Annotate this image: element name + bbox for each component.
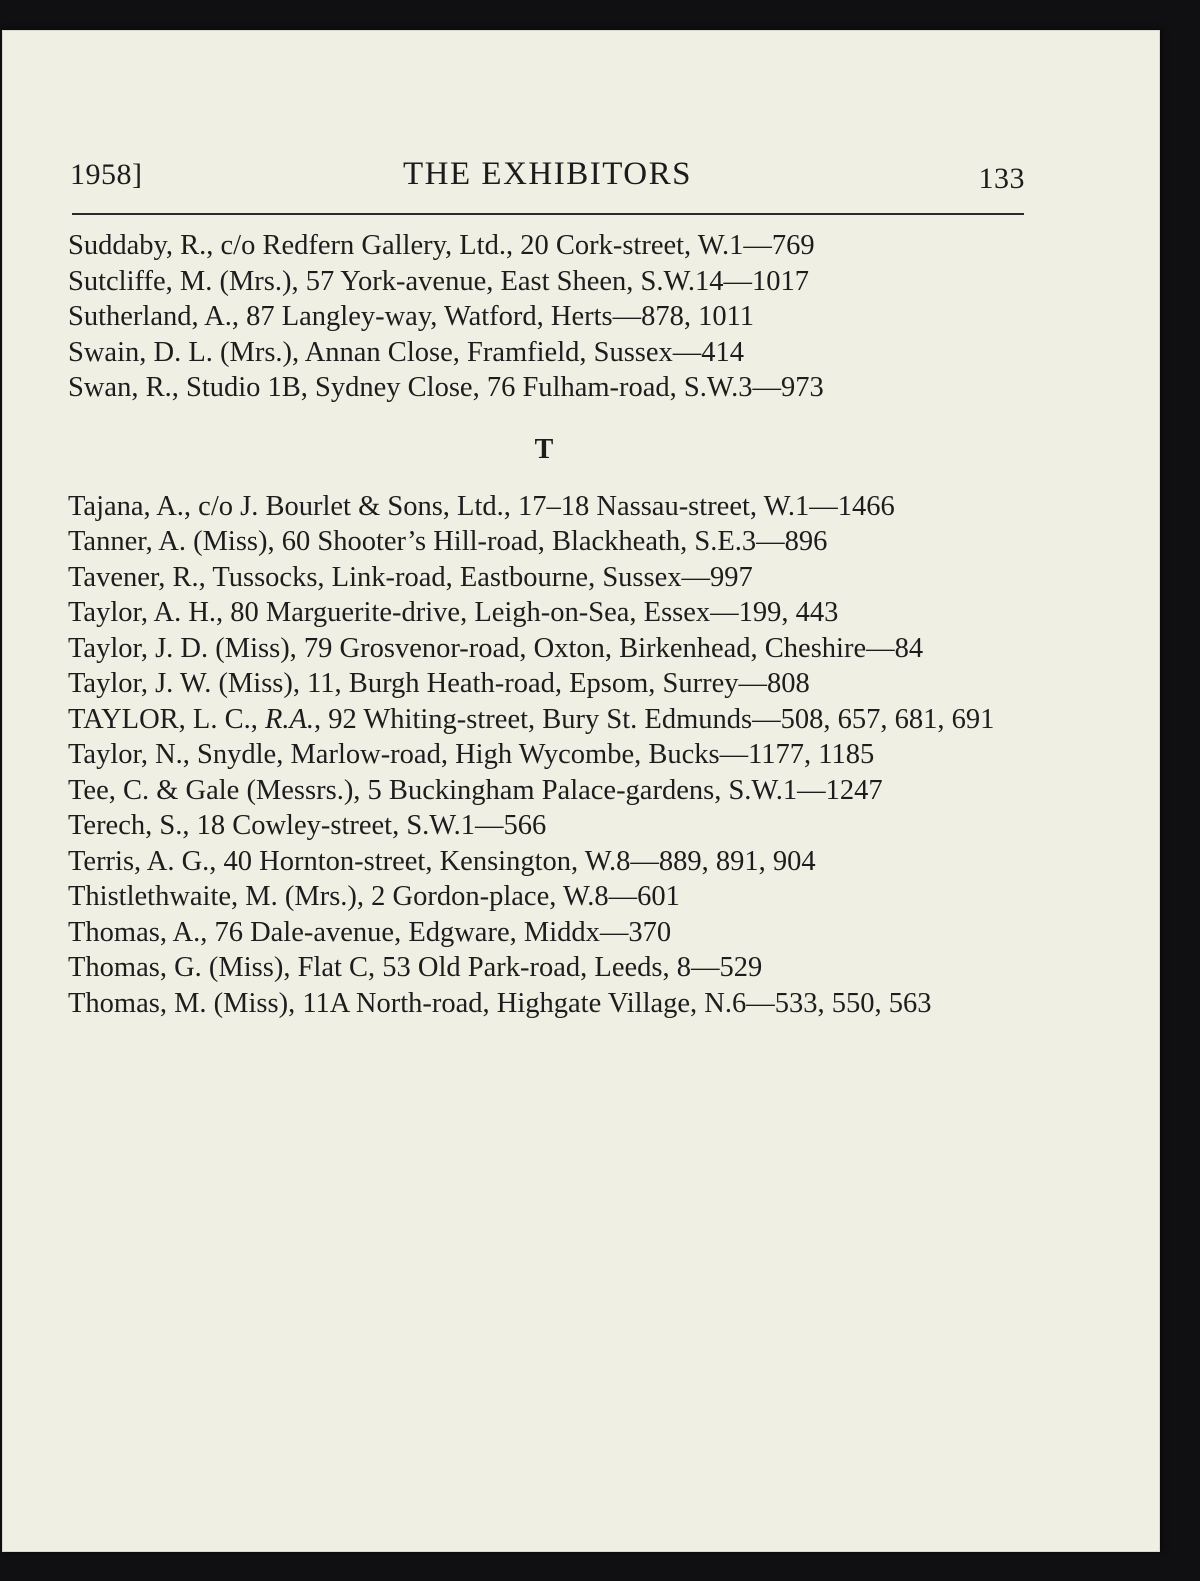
academician-title: R.A. — [264, 703, 315, 735]
list-item: Thomas, M. (Miss), 11A North-road, Highgate Village, N.6—533, 550, 563 — [68, 987, 932, 1019]
list-item: Taylor, J. W. (Miss), 11, Burgh Heath-road, Epsom, Surrey—808 — [68, 668, 810, 699]
exhibitor-list — [68, 228, 1020, 1021]
list-item: Tee, C. & Gale (Messrs.), 5 Buckingham Palace-gardens, S.W.1—1247 — [68, 774, 883, 806]
list-item: Sutcliffe, M. (Mrs.), 57 York-avenue, East Sheen, S.W.14—1017 — [68, 265, 809, 297]
section-heading-t: T — [534, 433, 554, 465]
page-number: 133 — [978, 162, 1025, 195]
list-item: Taylor, A. H., 80 Marguerite-drive, Leigh-on-Sea, Essex—199, 443 — [68, 597, 839, 628]
list-item: Suddaby, R., c/o Redfern Gallery, Ltd., 20 Cork-street, W.1—769 — [68, 230, 815, 261]
running-head — [70, 150, 1025, 200]
list-item: Tavener, R., Tussocks, Link-road, Eastbourne, Sussex—997 — [68, 561, 753, 593]
list-item: Thomas, A., 76 Dale-avenue, Edgware, Middx—370 — [68, 916, 672, 948]
academician-address: , 92 Whiting-street, Bury St. Edmunds—508, 657, 681, 691 — [314, 703, 995, 735]
list-item: Swain, D. L. (Mrs.), Annan Close, Framfield, Sussex—414 — [68, 336, 745, 368]
academician-name: TAYLOR, L. C., — [68, 703, 258, 735]
list-item: Sutherland, A., 87 Langley-way, Watford, Herts—878, 1011 — [68, 301, 755, 332]
list-item: Thistlethwaite, M. (Mrs.), 2 Gordon-place, W.8—601 — [68, 881, 680, 912]
list-item: Taylor, N., Snydle, Marlow-road, High Wycombe, Bucks—1177, 1185 — [68, 739, 875, 770]
header-title: THE EXHIBITORS — [403, 156, 692, 192]
list-item: Taylor, J. D. (Miss), 79 Grosvenor-road, Oxton, Birkenhead, Cheshire—84 — [68, 632, 924, 664]
list-item: Tajana, A., c/o J. Bourlet & Sons, Ltd., 17–18 Nassau-street, W.1—1466 — [68, 490, 895, 522]
list-item: Terech, S., 18 Cowley-street, S.W.1—566 — [68, 810, 547, 841]
header-year: 1958] — [70, 158, 143, 191]
list-item: Swan, R., Studio 1B, Sydney Close, 76 Fulham-road, S.W.3—973 — [68, 372, 824, 403]
header-rule — [72, 213, 1024, 215]
list-item: Terris, A. G., 40 Hornton-street, Kensington, W.8—889, 891, 904 — [68, 845, 816, 877]
list-item-academician — [68, 702, 1020, 738]
list-item: Tanner, A. (Miss), 60 Shooter’s Hill-road, Blackheath, S.E.3—896 — [68, 526, 828, 557]
list-item: Thomas, G. (Miss), Flat C, 53 Old Park-road, Leeds, 8—529 — [68, 952, 763, 983]
